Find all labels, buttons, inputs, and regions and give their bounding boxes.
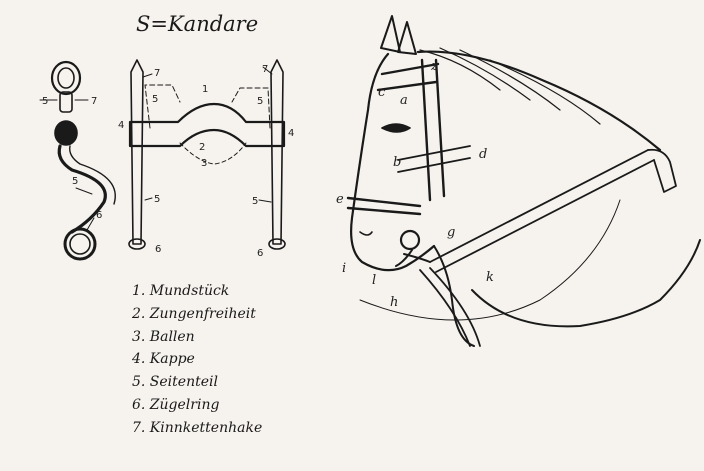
bit-callout-4-left: 4	[118, 120, 125, 131]
port-dashes	[180, 143, 246, 164]
horse-callout-l: l	[372, 273, 377, 288]
horse-chest-shadow	[360, 200, 620, 320]
legend-item: 1. Mundstück	[132, 283, 230, 299]
horse-nostril	[360, 232, 372, 235]
front-leader-5b	[259, 200, 271, 202]
bit-callout-7-right: 7	[262, 64, 269, 75]
bit-callout-5-shank: 5	[72, 176, 79, 187]
legend-item: 3. Ballen	[132, 328, 195, 345]
bit-callout-7-left: 7	[154, 68, 161, 79]
parts-legend	[132, 280, 262, 440]
horse-callout-a: a	[400, 93, 408, 108]
bit-callout-6-right: 6	[257, 248, 264, 259]
horse-callout-h: h	[390, 295, 399, 310]
bit-callout-5-right: 5	[257, 96, 264, 107]
horse-callout-labels	[336, 59, 494, 310]
side-view-chain-ring-inner	[58, 68, 74, 88]
legend-item: 7. Kinnkettenhake	[132, 419, 263, 436]
curb-reins	[430, 150, 654, 272]
horse-head	[348, 16, 700, 346]
bit-callout-4-right: 4	[288, 128, 295, 139]
horse-eye	[382, 124, 410, 132]
mane-hair-strokes	[420, 48, 600, 124]
throatlatch	[398, 146, 470, 172]
horse-callout-e: e	[336, 192, 344, 207]
diagram-title: S=Kandare	[136, 12, 259, 36]
horse-ear-left	[381, 16, 400, 52]
horse-callout-g: g	[447, 225, 456, 240]
left-cheek-piece	[131, 60, 143, 244]
bit-callout-5-left: 5	[152, 94, 159, 105]
horse-callout-z: z	[431, 59, 438, 74]
cheekpiece-strap	[422, 60, 444, 200]
legend-item: 6. Zügelring	[132, 396, 220, 413]
legend-item: 5. Seitenteil	[132, 374, 218, 391]
side-view-shank-edge	[70, 146, 116, 204]
noseband	[348, 198, 420, 214]
side-view-chain-ring	[52, 62, 80, 94]
bit-side-view	[40, 62, 115, 259]
bit-callout-5-right-lower: 5	[252, 196, 259, 207]
browband	[378, 64, 438, 90]
bit-ring-on-horse	[401, 231, 419, 249]
horse-ear-right	[398, 22, 416, 54]
horse-callout-d: d	[479, 147, 488, 162]
horse-callout-b: b	[393, 155, 402, 170]
bit-callout-7-side: 7	[91, 96, 98, 107]
rein-buckle-end	[648, 150, 676, 192]
bit-callout-3: 3	[201, 158, 208, 169]
front-leader-5	[145, 198, 152, 200]
bit-callout-1: 1	[202, 84, 209, 95]
bit-callout-6-side: 6	[96, 210, 103, 221]
legend-item: 4. Kappe	[132, 351, 195, 368]
bit-callout-6-left: 6	[155, 244, 162, 255]
side-view-mouthpiece-end	[55, 121, 77, 145]
side-leader-5b	[76, 188, 92, 194]
bit-callout-2: 2	[199, 142, 206, 153]
mouthpiece	[130, 104, 284, 146]
right-cheek-piece	[271, 60, 283, 244]
legend-item: 2. Zungenfreiheit	[132, 305, 256, 322]
bit-callout-5-side: 5	[42, 96, 49, 107]
horse-mane-line	[418, 52, 660, 150]
bridoon-reins	[420, 268, 480, 346]
bit-callout-5-left-lower: 5	[154, 194, 161, 205]
horse-callout-k: k	[486, 270, 494, 285]
horse-callout-c: c	[378, 85, 386, 100]
horse-callout-i: i	[342, 261, 347, 276]
side-view-rein-ring-inner	[70, 234, 90, 254]
front-leader-7a	[143, 74, 152, 77]
